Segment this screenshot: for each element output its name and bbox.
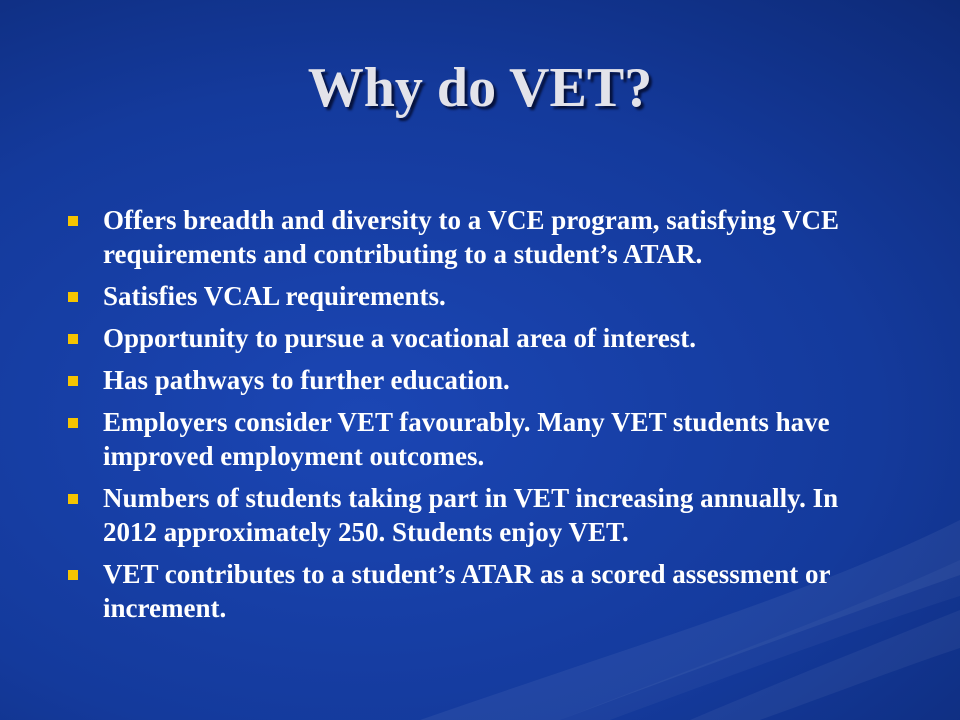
- slide-title: Why do VET?: [307, 57, 653, 119]
- square-bullet-icon: [68, 376, 78, 386]
- bullet-list: [66, 203, 896, 633]
- bullet-item: [66, 279, 896, 313]
- bullet-item: [66, 321, 896, 355]
- square-bullet-icon: [68, 418, 78, 428]
- square-bullet-icon: [68, 292, 78, 302]
- bullet-item: [66, 481, 896, 549]
- bullet-text: Employers consider VET favourably. Many VET students have improved employment outcomes.: [103, 407, 830, 471]
- bullet-item: [66, 405, 896, 473]
- bullet-item: [66, 363, 896, 397]
- square-bullet-icon: [68, 494, 78, 504]
- bullet-text: Numbers of students taking part in VET increasing annually. In 2012 approximately 250. Students enjoy VET.: [103, 483, 839, 547]
- bullet-text: Opportunity to pursue a vocational area of interest.: [103, 323, 696, 353]
- square-bullet-icon: [68, 334, 78, 344]
- bullet-text: Satisfies VCAL requirements.: [103, 281, 446, 311]
- bullet-item: [66, 203, 896, 271]
- bullet-text: Has pathways to further education.: [103, 365, 510, 395]
- bullet-text: Offers breadth and diversity to a VCE program, satisfying VCE requirements and contributing to a student’s ATAR.: [103, 205, 840, 269]
- bullet-item: [66, 557, 896, 625]
- square-bullet-icon: [68, 216, 78, 226]
- square-bullet-icon: [68, 570, 78, 580]
- bullet-text: VET contributes to a student’s ATAR as a scored assessment or increment.: [103, 559, 831, 623]
